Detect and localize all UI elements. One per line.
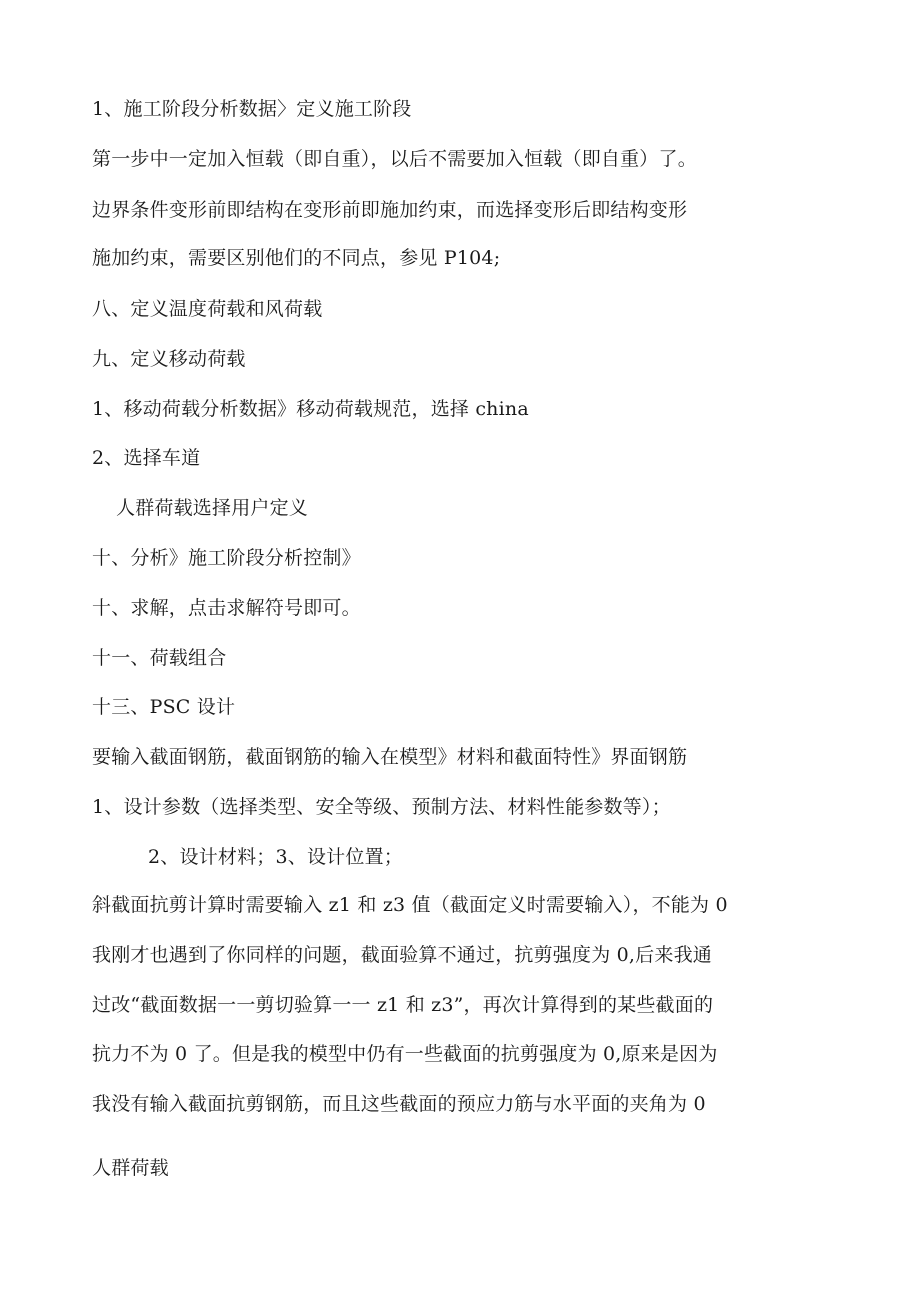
text-line: 人群荷载选择用户定义 bbox=[116, 497, 309, 519]
text-line: 十、求解，点击求解符号即可。 bbox=[92, 597, 361, 619]
text-line: 施加约束，需要区别他们的不同点，参见 P104; bbox=[92, 247, 501, 269]
text-line: 八、定义温度荷载和风荷载 bbox=[92, 298, 323, 320]
text-line: 要输入截面钢筋，截面钢筋的输入在模型》材料和截面特性》界面钢筋 bbox=[92, 746, 688, 768]
text-line: 我刚才也遇到了你同样的问题，截面验算不通过，抗剪强度为 0,后来我通 bbox=[92, 944, 712, 966]
text-line: 过改“截面数据一一剪切验算一一 z1 和 z3”，再次计算得到的某些截面的 bbox=[92, 994, 714, 1016]
text-line: 我没有输入截面抗剪钢筋，而且这些截面的预应力筋与水平面的夹角为 0 bbox=[92, 1093, 706, 1115]
text-line: 边界条件变形前即结构在变形前即施加约束，而选择变形后即结构变形 bbox=[92, 199, 688, 221]
text-line: 十一、荷载组合 bbox=[92, 647, 227, 669]
text-line: 九、定义移动荷载 bbox=[92, 348, 246, 370]
text-line: 2、设计材料；3、设计位置； bbox=[148, 846, 403, 868]
text-line: 1、施工阶段分析数据〉定义施工阶段 bbox=[92, 98, 412, 120]
text-line: 第一步中一定加入恒载（即自重），以后不需要加入恒载（即自重）了。 bbox=[92, 148, 697, 170]
text-line: 2、选择车道 bbox=[92, 447, 201, 469]
text-line: 十三、PSC 设计 bbox=[92, 696, 236, 718]
text-line: 十、分析》施工阶段分析控制》 bbox=[92, 547, 361, 569]
text-line: 斜截面抗剪计算时需要输入 z1 和 z3 值（截面定义时需要输入），不能为 0 bbox=[92, 894, 728, 916]
text-line: 人群荷载 bbox=[92, 1157, 169, 1179]
text-line: 1、移动荷载分析数据》移动荷载规范，选择 china bbox=[92, 398, 529, 420]
text-line: 1、设计参数（选择类型、安全等级、预制方法、材料性能参数等）； bbox=[92, 796, 671, 818]
text-line: 抗力不为 0 了。但是我的模型中仍有一些截面的抗剪强度为 0,原来是因为 bbox=[92, 1043, 718, 1065]
